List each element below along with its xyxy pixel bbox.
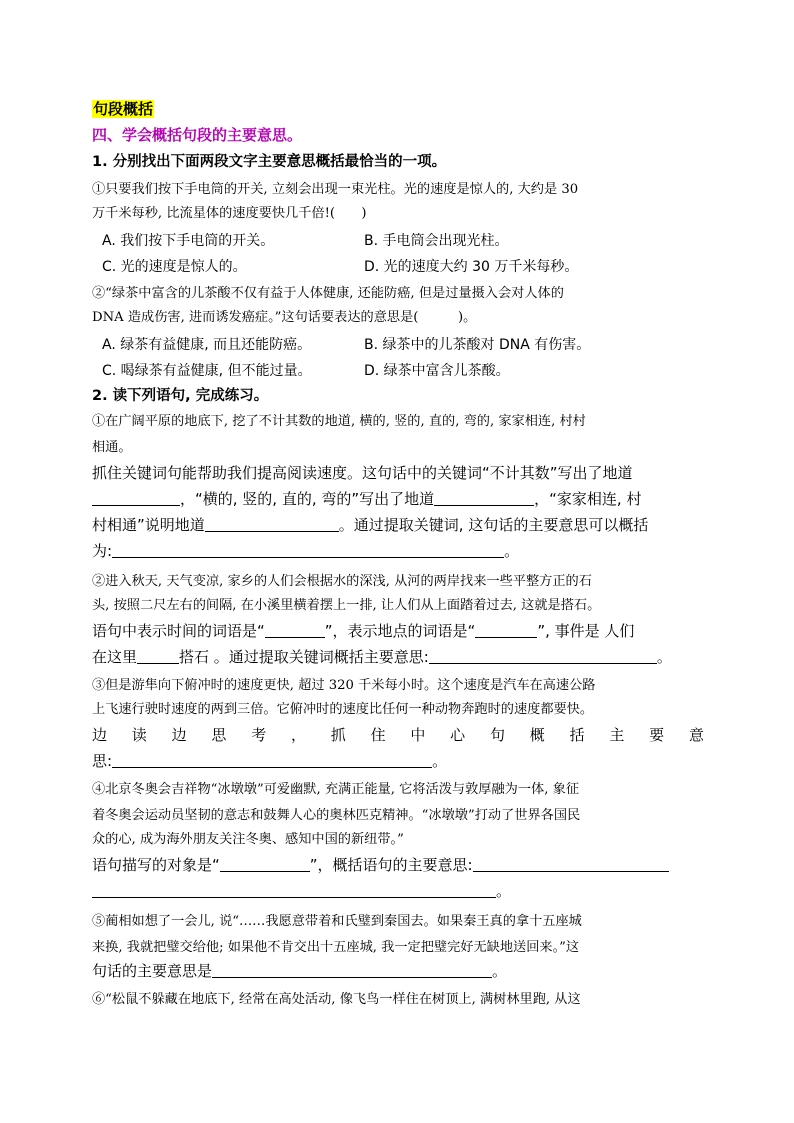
q1-passage1-line1: ①只要我们按下手电筒的开关, 立刻会出现一束光柱。光的速度是惊人的, 大约是 30 <box>92 182 579 197</box>
answer-blank[interactable] <box>429 649 657 664</box>
q2-s1-task-line2: ，“横的, 竖的, 直的, 弯的”写出了地道 ，“家家相连, 村 <box>92 488 641 509</box>
q2-s4-task-line2: 。 <box>92 880 511 901</box>
q1-passage2-line1: ②“绿茶中富含的儿茶酸不仅有益于人体健康, 还能防癌, 但是过量摄入会对人体的 <box>92 286 564 301</box>
q2-s4-task-line1: 语句描写的对象是“ ”，概括语句的主要意思: <box>92 854 669 875</box>
q2-s5-task-line: 句话的主要意思是 。 <box>92 962 508 980</box>
answer-blank[interactable] <box>475 623 537 638</box>
q2-s4-line3: 众的心, 成为海外朋友关注冬奥、感知中国的新纽带。” <box>92 832 404 847</box>
q1-passage2-line2: DNA 造成伤害, 进而诱发癌症。”这句话要表达的意思是( )。 <box>92 310 477 325</box>
q2-s4-line1: ④北京冬奥会吉祥物“冰墩墩”可爱幽默, 充满正能量, 它将活泼与敦厚融为一体, 象征 <box>92 782 580 797</box>
q1-passage1-line2: 万千米每秒, 比流星体的速度要快几千倍!( ) <box>92 206 367 221</box>
q1-title: 1. 分别找出下面两段文字主要意思概括最恰当的一项。 <box>92 154 447 170</box>
q2-s1-task-line1: 抓住关键词句能帮助我们提高阅读速度。这句话中的关键词“不计其数”写出了地道 <box>92 464 633 482</box>
q1-option-b: B. 手电筒会出现光柱。 <box>364 233 509 249</box>
answer-blank[interactable] <box>112 543 504 558</box>
part4-title: 四、学会概括句段的主要意思。 <box>92 126 303 144</box>
answer-blank[interactable] <box>265 623 325 638</box>
q2-s2-task-line1: 语句中表示时间的词语是“ ”，表示地点的词语是“ ”, 事件是 人们 <box>92 622 635 640</box>
q1b-option-b: B. 绿茶中的儿茶酸对 DNA 有伤害。 <box>364 337 591 353</box>
q2-s6-line1: ⑥“松鼠不躲藏在地底下, 经常在高处活动, 像飞鸟一样住在树顶上, 满树林里跑, 从这 <box>92 992 581 1007</box>
q1b-option-c: C. 喝绿茶有益健康, 但不能过量。 <box>102 363 312 379</box>
q2-s1-task-line4: 为: 。 <box>92 542 520 560</box>
answer-blank[interactable] <box>473 857 669 872</box>
q1-option-c: C. 光的速度是惊人的。 <box>102 259 247 275</box>
q2-s3-task-line1: 边 读 边 思 考 ， 抓 住 中 心 句 概 括 主 要 意 <box>92 726 704 744</box>
q2-s2-line2: 头, 按照二尺左右的间隔, 在小溪里横着摆上一排, 让人们从上面踏着过去, 这就是搭石。 <box>92 598 601 613</box>
answer-blank[interactable] <box>212 963 492 978</box>
answer-blank[interactable] <box>112 753 432 768</box>
answer-blank[interactable] <box>92 491 180 506</box>
q2-s2-line1: ②进入秋天, 天气变凉, 家乡的人们会根据水的深浅, 从河的两岸找来一些平整方正的石 <box>92 574 592 589</box>
q2-s3-line1: ③但是游隼向下俯冲时的速度更快, 超过 320 千米每小时。这个速度是汽车在高速公路 <box>92 678 596 693</box>
q1-option-d: D. 光的速度大约 30 万千米每秒。 <box>364 259 579 275</box>
q2-s1-line2: 相通。 <box>92 440 132 455</box>
answer-blank[interactable] <box>220 857 310 872</box>
q2-s2-task-line2: 在这里 搭石 。通过提取关键词概括主要意思: 。 <box>92 648 672 666</box>
q2-s5-line2: 来换, 我就把璧交给他; 如果他不肯交出十五座城, 我一定把璧完好无缺地送回来。”这 <box>92 940 580 955</box>
answer-blank[interactable] <box>205 517 339 532</box>
q2-title: 2. 读下列语句, 完成练习。 <box>92 388 269 404</box>
q2-s1-task-line3: 村相通”说明地道 。通过提取关键词, 这句话的主要意思可以概括 <box>92 516 649 534</box>
q1b-option-d: D. 绿茶中富含儿茶酸。 <box>364 363 510 379</box>
q2-s5-line1: ⑤蔺相如想了一会儿, 说“……我愿意带着和氏璧到秦国去。如果秦王真的拿十五座城 <box>92 914 582 929</box>
q2-s3-task-line2: 思: 。 <box>92 752 448 770</box>
answer-blank[interactable] <box>137 649 179 664</box>
answer-blank[interactable] <box>434 491 534 506</box>
section-title: 句段概括 <box>93 100 154 118</box>
q2-s1-line1: ①在广阔平原的地底下, 挖了不计其数的地道, 横的, 竖的, 直的, 弯的, 家家相连, 村村 <box>92 414 586 429</box>
q1-option-a: A. 我们按下手电筒的开关。 <box>102 233 275 249</box>
q1b-option-a: A. 绿茶有益健康, 而且还能防癌。 <box>102 337 312 353</box>
q2-s4-line2: 着冬奥会运动员坚韧的意志和鼓舞人心的奥林匹克精神。“冰墩墩”打动了世界各国民 <box>92 808 581 823</box>
q2-s3-line2: 上飞速行驶时速度的两到三倍。它俯冲时的速度比任何一种动物奔跑时的速度都要快。 <box>92 702 594 717</box>
answer-blank[interactable] <box>92 883 496 898</box>
